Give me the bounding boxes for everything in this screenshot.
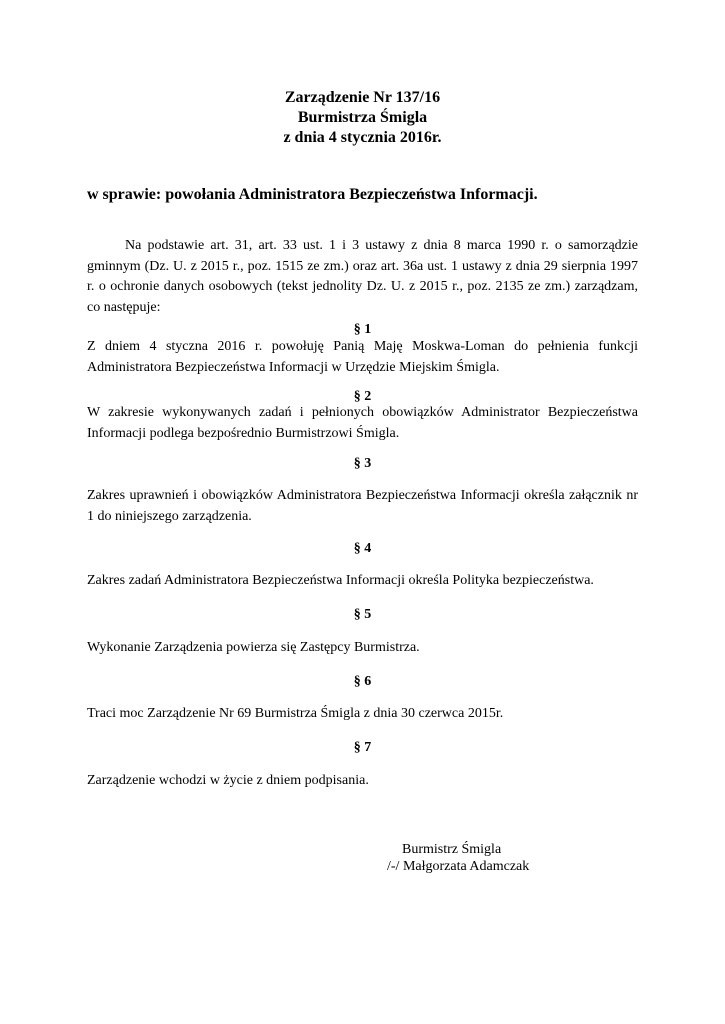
section-4-text: Zakres zadań Administratora Bezpieczeństwa Informacji określa Polityka bezpieczeństwa. [87, 573, 594, 588]
signature-name: /-/ Małgorzata Adamczak [387, 859, 530, 874]
section-6-heading: § 6 [353, 674, 372, 689]
section-3-text: Zakres uprawnień i obowiązków Administratora Bezpieczeństwa Informacji określa załącznik nr 1 do niniejszego zarządzenia. [87, 488, 638, 524]
section-7-heading: § 7 [353, 740, 372, 755]
section-1-heading: § 1 [353, 322, 372, 337]
title-line-2: Burmistrza Śmigla [297, 109, 428, 126]
section-7-text: Zarządzenie wchodzi w życie z dniem podpisania. [87, 773, 369, 788]
section-3-heading: § 3 [353, 456, 372, 471]
section-1-text: Z dniem 4 styczna 2016 r. powołuję Panią Maję Moskwa-Loman do pełnienia funkcji Administratora Bezpieczeństwa Informacji w Urzędzie Miejskim Śmigla. [87, 339, 638, 375]
title-line-3: z dnia 4 stycznia 2016r. [283, 129, 442, 146]
section-5-text: Wykonanie Zarządzenia powierza się Zastępcy Burmistrza. [87, 640, 420, 655]
section-2-text: W zakresie wykonywanych zadań i pełnionych obowiązków Administrator Bezpieczeństwa Informacji podlega bezpośrednio Burmistrzowi Śmigla. [87, 405, 638, 441]
section-2-heading: § 2 [353, 389, 372, 404]
section-4-heading: § 4 [353, 541, 372, 556]
title-line-1: Zarządzenie Nr 137/16 [284, 89, 441, 106]
document-title [0, 88, 725, 148]
document-subject: w sprawie: powołania Administratora Bezpieczeństwa Informacji. [87, 186, 538, 203]
legal-basis-paragraph: Na podstawie art. 31, art. 33 ust. 1 i 3 ustawy z dnia 8 marca 1990 r. o samorządzie gminnym (Dz. U. z 2015 r., poz. 1515 ze zm.) oraz art. 36a ust. 1 ustawy z dnia 29 sierpnia 1997 r. o ochronie danych osobowych (tekst jednolity Dz. U. z 2015 r., poz. 2135 ze zm.) zarządzam, co następuje: [87, 238, 638, 315]
section-5-heading: § 5 [353, 607, 372, 622]
section-6-text: Traci moc Zarządzenie Nr 69 Burmistrza Śmigla z dnia 30 czerwca 2015r. [87, 706, 504, 721]
signature-title: Burmistrz Śmigla [402, 842, 502, 857]
